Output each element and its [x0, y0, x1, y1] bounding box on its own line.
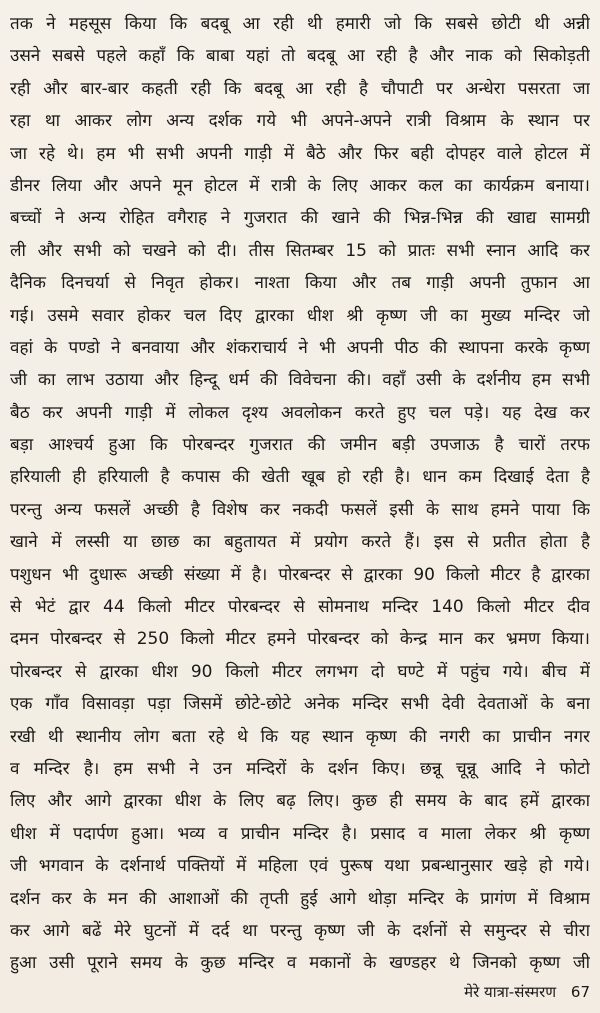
- text-line: कर आगे बढें मेरे घुटनों में दर्द था परन्तु कृष्ण जी के दर्शनों से समुन्दर से चीरा: [10, 920, 590, 941]
- text-line: खाने में लस्सी या छाछ का बहुतायत में प्रयोग करते हैं। इस से प्रतीत होता है: [10, 532, 590, 553]
- running-book-title: मेरे यात्रा-संस्मरण: [464, 983, 557, 1001]
- page-number: 67: [570, 983, 590, 1001]
- text-line: डीनर लिया और अपने मून होटल में रात्री के लिए आकर कल का कार्यक्रम बनाया।: [10, 175, 590, 196]
- text-line: वहां के पण्डो ने बनवाया और शंकराचार्य ने भी अपनी पीठ की स्थापना करके कृष्ण: [10, 337, 590, 358]
- text-line: जा रहे थे। हम भी सभी अपनी गाड़ी में बैठे और फिर बही दोपहर वाले होटल में: [10, 143, 590, 164]
- text-line: दर्शन कर के मन की आशाओं की तृप्ती हुई आगे थोड़ा मन्दिर के प्रागंण में विश्राम: [10, 888, 590, 909]
- text-line: धीश में पदार्पण हुआ। भव्य व प्राचीन मन्दिर है। प्रसाद व माला लेकर श्री कृष्ण: [10, 823, 590, 844]
- text-line: पशुधन भी दुधारू अच्छी संख्या में है। पोरबन्दर से द्वारका 90 किलो मीटर है द्वारका: [10, 564, 590, 585]
- text-line: लिए और आगे द्वारका धीश के लिए बढ़ लिए। कुछ ही समय के बाद हमें द्वारका: [10, 791, 590, 812]
- text-line: ली और सभी को चखने को दी। तीस सितम्बर 15 को प्रातः सभी स्नान आदि कर: [10, 240, 590, 261]
- text-line: रखी थी स्थानीय लोग बता रहे थे कि यह स्थान कृष्ण की नगरी का प्राचीन नगर: [10, 726, 590, 747]
- text-line: से भेटं द्वार 44 किलो मीटर पोरबन्दर से सोमनाथ मन्दिर 140 किलो मीटर दीव: [10, 597, 590, 618]
- text-line: तक ने महसूस किया कि बदबू आ रही थी हमारी जो कि सबसे छोटी थी अन्नी: [10, 14, 590, 34]
- text-line: बैठ कर अपनी गाड़ी में लोकल दृश्य अवलोकन करते हुए चल पड़े। यह देख कर: [10, 402, 590, 423]
- page-footer: [0, 978, 590, 1006]
- text-line: व मन्दिर है। हम सभी ने उन मन्दिरों के दर्शन किए। छन्नू चून्नू आदि ने फोटो: [10, 758, 590, 779]
- text-line: उसने सबसे पहले कहाँ कि बाबा यहां तो बदबू आ रही है और नाक को सिकोड़ती: [10, 46, 590, 67]
- text-line: दमन पोरबन्दर से 250 किलो मीटर हमने पोरबन्दर को केन्द्र मान कर भ्रमण किया।: [10, 629, 590, 650]
- text-line: हुआ उसी पूराने समय के कुछ मन्दिर व मकानों के खण्डहर थे जिनको कृष्ण जी: [10, 953, 590, 974]
- text-line: जी का लाभ उठाया और हिन्दू धर्म की विवेचना की। वहाँ उसी के दर्शनीय हम सभी: [10, 370, 590, 391]
- text-line: एक गाँव विसावड़ा पड़ा जिसमें छोटे-छोटे अनेक मन्दिर सभी देवी देवताओं के बना: [10, 694, 590, 715]
- text-line: जी भगवान के दर्शनार्थ पक्तियों में महिला एवं पुरूष यथा प्रबन्धानुसार खड़े हो गये।: [10, 856, 590, 877]
- text-line: रही और बार-बार कहती रही कि बदबू आ रही है चौपाटी पर अन्धेरा पसरता जा: [10, 78, 590, 99]
- text-line: पोरबन्दर से द्वारका धीश 90 किलो मीटर लगभग दो घण्टे में पहुंच गये। बीच में: [10, 661, 590, 682]
- text-line: रहा था आकर लोग अन्य दर्शक गये भी अपने-अपने रात्री विश्राम के स्थान पर: [10, 111, 590, 132]
- text-line: दैनिक दिनचर्या से निवृत होकर। नाश्ता किया और तब गाड़ी अपनी तुफान आ: [10, 273, 590, 294]
- text-line: बच्चों ने अन्य रोहित वगैराह ने गुजरात की खाने की भिन्न-भिन्न की खाद्य सामग्री: [10, 208, 590, 229]
- text-line: बड़ा आश्चर्य हुआ कि पोरबन्दर गुजरात की जमीन बड़ी उपजाऊ है चारों तरफ: [10, 435, 590, 456]
- text-line: हरियाली ही हरियाली है कपास की खेती खूब हो रही है। धान कम दिखाई देता है: [10, 467, 590, 488]
- text-line: गई। उसमे सवार होकर चल दिए द्वारका धीश श्री कृष्ण जी का मुख्य मन्दिर जो: [10, 305, 590, 326]
- page-body-text: [10, 8, 590, 980]
- text-line: परन्तु अन्य फसलें अच्छी है विशेष कर नकदी फसलें इसी के साथ हमने पाया कि: [10, 499, 590, 520]
